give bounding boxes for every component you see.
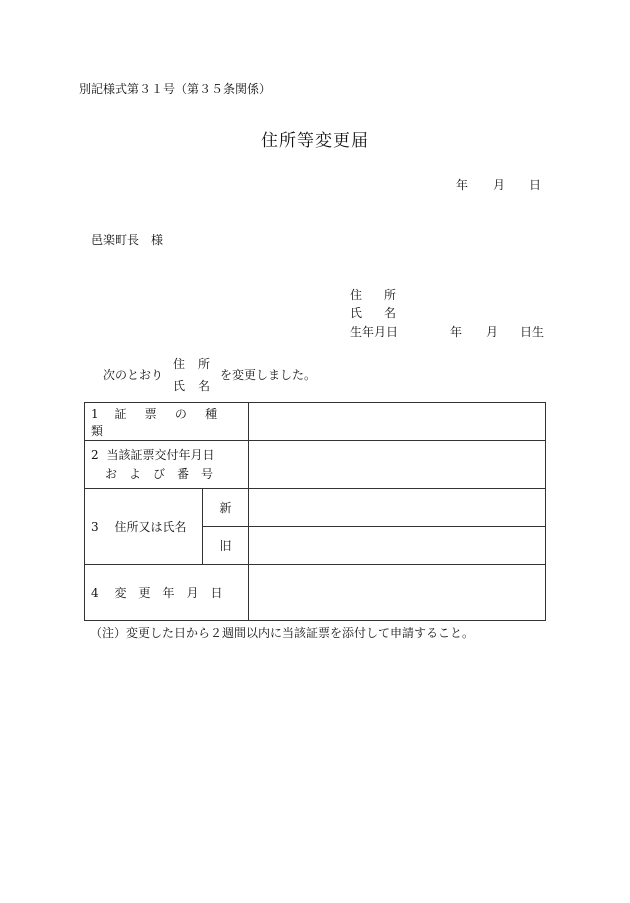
row1-number: 1 xyxy=(91,406,99,421)
statement-name-2: 名 xyxy=(198,379,211,393)
table-row xyxy=(85,403,546,441)
applicant-birth-day: 日生 xyxy=(520,325,545,339)
row3-old-label: 旧 xyxy=(203,527,249,565)
row2-label-cell xyxy=(85,441,249,489)
statement-address-2: 所 xyxy=(198,357,211,371)
statement-suffix: を変更しました。 xyxy=(220,368,317,382)
page-title: 住所等変更届 xyxy=(261,131,369,151)
applicant-name-label-2: 名 xyxy=(384,306,397,320)
form-number: 別記様式第３１号（第３５条関係） xyxy=(79,82,272,96)
applicant-address-label-1: 住 xyxy=(350,288,363,302)
row3-label: 住所又は氏名 xyxy=(114,520,187,534)
row1-label: 証 票 の 種 類 xyxy=(91,406,225,438)
table-row xyxy=(85,489,546,527)
new-address-name-field[interactable] xyxy=(249,489,546,527)
row4-number: 4 xyxy=(91,586,99,600)
applicant-birth-month: 月 xyxy=(486,325,499,339)
date-year-label: 年 xyxy=(456,178,469,192)
row1-label-cell xyxy=(85,403,249,441)
date-day-label: 日 xyxy=(529,178,542,192)
statement-address-1: 住 xyxy=(173,357,186,371)
row3-label-cell xyxy=(85,489,203,565)
issue-date-number-field[interactable] xyxy=(249,441,546,489)
applicant-address-label-2: 所 xyxy=(384,288,397,302)
certificate-type-field[interactable] xyxy=(249,403,546,441)
statement-prefix: 次のとおり xyxy=(103,368,164,382)
row3-new-label: 新 xyxy=(203,489,249,527)
row2-label-line1: 当該証票交付年月日 xyxy=(106,447,215,462)
old-address-name-field[interactable] xyxy=(249,527,546,565)
statement-name-1: 氏 xyxy=(173,379,186,393)
applicant-name-label-1: 氏 xyxy=(350,306,363,320)
table-row xyxy=(85,565,546,621)
row3-number: 3 xyxy=(91,520,99,534)
applicant-birth-label: 生年月日 xyxy=(350,325,399,339)
change-date-field[interactable] xyxy=(249,565,546,621)
date-month-label: 月 xyxy=(493,178,506,192)
row2-label-line2: お よ び 番 号 xyxy=(105,466,214,481)
row2-number: 2 xyxy=(91,447,99,462)
addressee: 邑楽町長 様 xyxy=(91,233,164,247)
note: （注）変更した日から２週間以内に当該証票を添付して申請すること。 xyxy=(90,626,475,640)
applicant-birth-year: 年 xyxy=(450,325,463,339)
row4-label-cell xyxy=(85,565,249,621)
table-row xyxy=(85,441,546,489)
row4-label: 変 更 年 月 日 xyxy=(114,586,223,600)
form-table xyxy=(84,402,546,621)
